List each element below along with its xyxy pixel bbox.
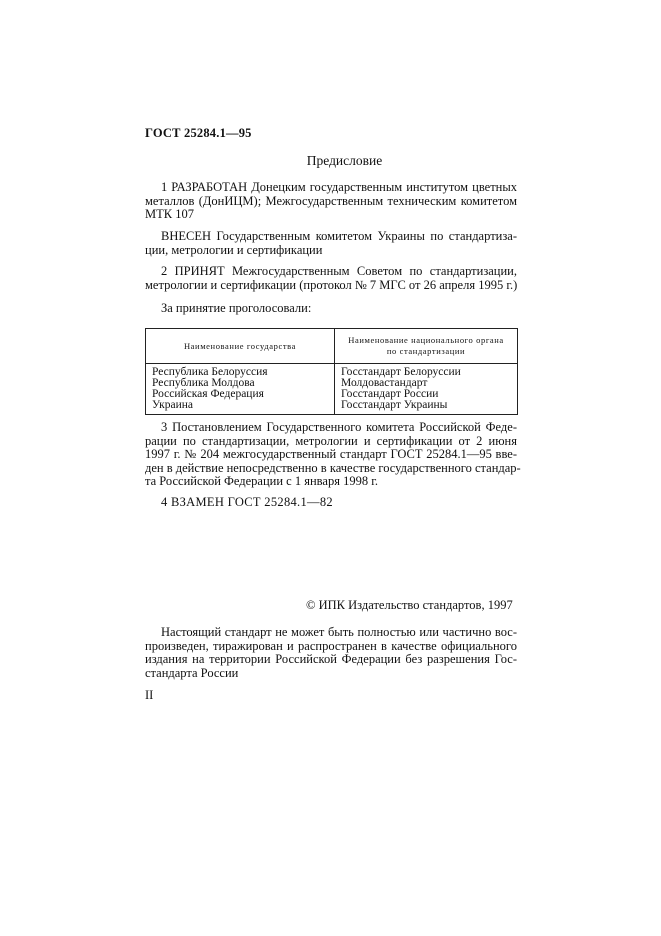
state-name: Украина (152, 399, 193, 411)
vote-intro (145, 302, 517, 316)
vote-intro-text: За принятие проголосовали: (161, 301, 312, 315)
section-1b-line: ВНЕСЕН Государственным комитетом Украины по стандартиза- (161, 229, 517, 243)
section-1b-line: ции, метрологии и сертификации (145, 242, 323, 257)
body-cell (335, 364, 518, 415)
section-4-text: 4 ВЗАМЕН ГОСТ 25284.1—82 (161, 495, 333, 509)
section-3 (145, 420, 521, 489)
notice-line: Настоящий стандарт не может быть полностью или частично вос- (161, 625, 517, 639)
section-2-line: метрологии и сертификации (протокол № 7 МГС от 26 апреля 1995 г.) (145, 277, 518, 292)
section-3-line: рации по стандартизации, метрологии и сертификации от 2 июня (145, 433, 517, 448)
section-1-line: 1 РАЗРАБОТАН Донецким государственным институтом цветных (161, 180, 517, 194)
section-1-line: металлов (ДонИЦМ); Межгосударственным техническим комитетом (145, 193, 517, 208)
state-name: Российская Федерация (152, 388, 264, 400)
state-name: Республика Молдова (152, 377, 255, 389)
section-2-line: 2 ПРИНЯТ Межгосударственным Советом по стандартизации, (161, 264, 517, 278)
section-3-line: 3 Постановлением Государственного комитета Российской Феде- (161, 420, 517, 434)
states-table (145, 328, 518, 415)
document-code: ГОСТ 25284.1—95 (145, 126, 252, 140)
section-4 (145, 496, 517, 510)
copyright-notice: © ИПК Издательство стандартов, 1997 (306, 598, 513, 612)
state-name: Республика Белоруссия (152, 366, 268, 378)
section-1 (145, 181, 517, 222)
notice-line: стандарта России (145, 665, 239, 680)
section-3-line: 1997 г. № 204 межгосударственный стандарт ГОСТ 25284.1—95 вве- (145, 447, 517, 461)
col-state-header: Наименование государства (146, 329, 335, 364)
standards-body-name: Госстандарт России (341, 388, 439, 400)
page-number: II (145, 688, 154, 702)
section-3-line: та Российской Федерации с 1 января 1998 г. (145, 474, 379, 488)
section-3-line: ден в действие непосредственно в качестве государственного стандар- (145, 460, 521, 475)
standards-body-name: Молдовастандарт (341, 377, 428, 389)
notice-line: произведен, тиражирован и распространен в качестве официального (145, 638, 517, 653)
state-cell (146, 364, 335, 415)
section-2 (145, 265, 517, 292)
section-1-line: МТК 107 (145, 207, 194, 221)
table-row (146, 364, 518, 415)
standards-body-name: Госстандарт Белоруссии (341, 366, 461, 378)
standards-body-name: Госстандарт Украины (341, 399, 448, 411)
reproduction-notice (145, 626, 517, 680)
section-1-submitted (145, 230, 517, 257)
col-body-header-line: Наименование национального органа (348, 335, 504, 345)
col-body-header-line: по стандартизации (386, 346, 466, 356)
col-body-header (335, 329, 518, 364)
table-header-row (146, 329, 518, 364)
preface-title: Предисловие (306, 153, 383, 168)
notice-line: издания на территории Российской Федерации без разрешения Гос- (145, 652, 517, 666)
